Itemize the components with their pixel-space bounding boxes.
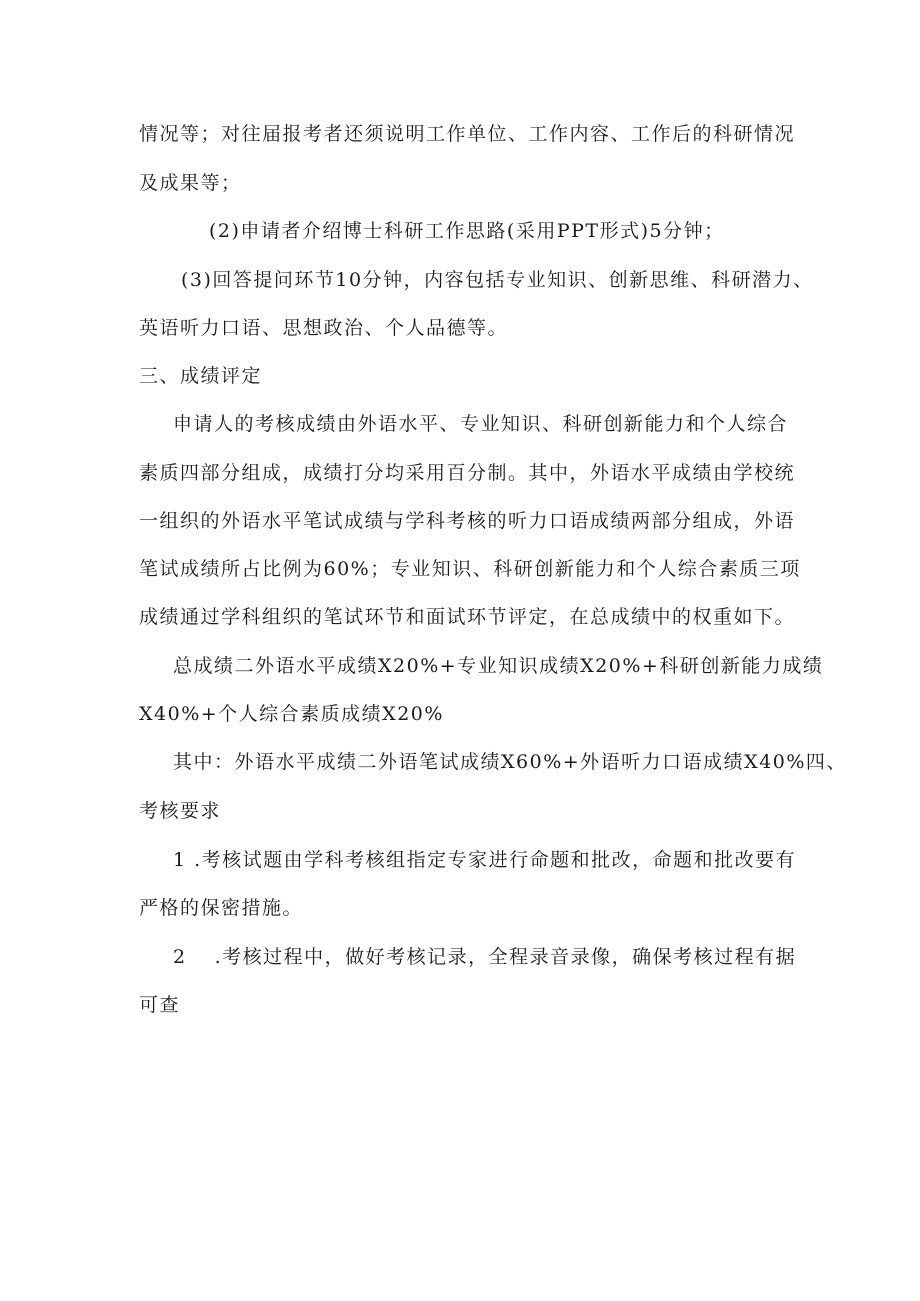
requirement-item-1: 1 .考核试题由学科考核组指定专家进行命题和批改，命题和批改要有 (173, 849, 797, 871)
formula-total-cont: X40%+个人综合素质成绩X20% (139, 703, 444, 725)
text-line: 严格的保密措施。 (139, 897, 304, 919)
paragraph-start: 申请人的考核成绩由外语水平、专业知识、科研创新能力和个人综合 (173, 413, 789, 435)
text-line: 可查 (139, 994, 181, 1016)
requirement-item-2: 2 .考核过程中，做好考核记录，全程录音录像，确保考核过程有据 (173, 946, 797, 968)
formula-language: 其中：外语水平成绩二外语笔试成绩X60%+外语听力口语成绩X40%四、 (173, 751, 847, 773)
text-line: 笔试成绩所占比例为60%；专业知识、科研创新能力和个人综合素质三项 (139, 558, 801, 580)
text-line: 情况等；对往届报考者还须说明工作单位、工作内容、工作后的科研情况 (139, 123, 796, 145)
text-line: 成绩通过学科组织的笔试环节和面试环节评定，在总成绩中的权重如下。 (139, 606, 796, 628)
text-line: 素质四部分组成，成绩打分均采用百分制。其中，外语水平成绩由学校统 (139, 462, 796, 484)
section-heading-3: 三、成绩评定 (139, 365, 263, 387)
formula-total: 总成绩二外语水平成绩X20%+专业知识成绩X20%+科研创新能力成绩 (173, 655, 824, 677)
text-line: 英语听力口语、思想政治、个人品德等。 (139, 317, 509, 339)
list-item-2: (2)申请者介绍博士科研工作思路(采用PPT形式)5分钟； (209, 220, 725, 242)
list-item-3: (3)回答提问环节10分钟，内容包括专业知识、创新思维、科研潜力、 (181, 269, 814, 291)
text-line: 一组织的外语水平笔试成绩与学科考核的听力口语成绩两部分组成，外语 (139, 510, 796, 532)
section-heading-4: 考核要求 (139, 800, 222, 822)
text-line: 及成果等； (139, 172, 242, 194)
